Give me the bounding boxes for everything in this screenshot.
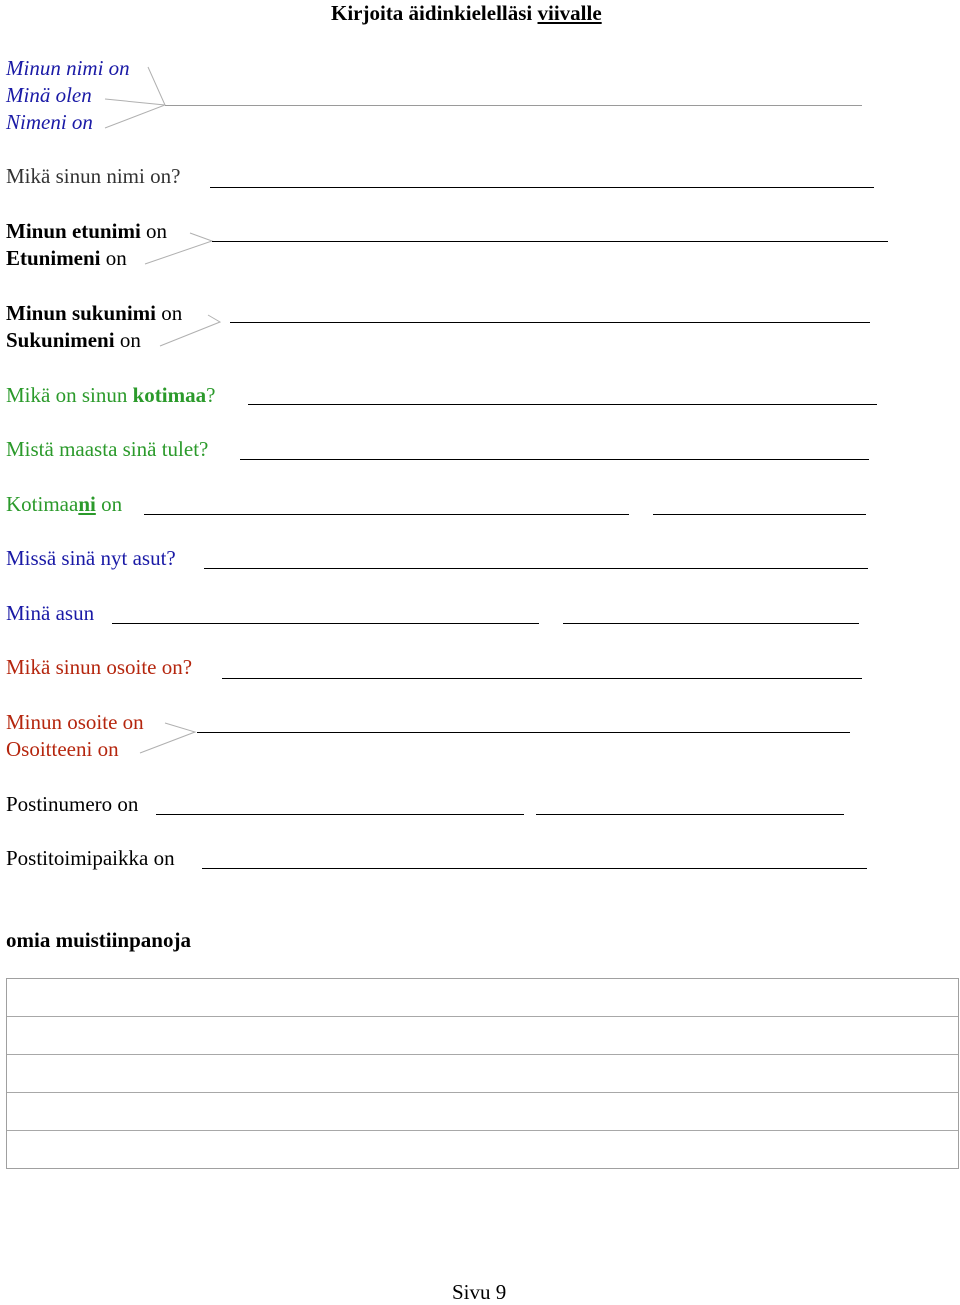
live-answer-line[interactable]	[204, 568, 868, 569]
address-variant-2: Osoitteeni on	[6, 737, 119, 761]
post-office-line[interactable]	[202, 868, 867, 869]
first-name-label-2	[6, 246, 127, 270]
postal-code-line-1[interactable]	[156, 814, 524, 815]
first-name-rest: on	[140, 219, 168, 243]
notes-box[interactable]	[6, 978, 959, 1169]
last-name-answer-line[interactable]	[230, 322, 870, 323]
homeland-answer-post: on	[95, 492, 123, 516]
title-prefix: Kirjoita äidinkielelläsi	[331, 1, 538, 25]
homeland-answer-suffix: ni	[78, 492, 96, 516]
homeland-answer-line-1[interactable]	[144, 514, 629, 515]
first-name-label-1	[6, 219, 167, 243]
notes-row[interactable]	[7, 1093, 958, 1131]
address-bracket	[140, 723, 195, 753]
name-variant-3: Nimeni on	[6, 110, 93, 134]
page-title	[331, 1, 602, 25]
homeland-bold: kotimaa	[132, 383, 207, 407]
homeland-pre: Mikä on sinun	[6, 383, 133, 407]
name-variant-2: Minä olen	[6, 83, 92, 107]
first-name-answer-line[interactable]	[212, 241, 888, 242]
question-homeland	[6, 383, 215, 407]
last-name-rest: on	[156, 301, 183, 325]
notes-row[interactable]	[7, 1017, 958, 1055]
name-variant-1: Minun nimi on	[6, 56, 130, 80]
live-answer-line-2[interactable]	[563, 623, 859, 624]
postal-code-line-2[interactable]	[536, 814, 844, 815]
name-answer-line[interactable]	[165, 105, 862, 106]
last-name-alt-bold: Sukunimeni	[6, 328, 115, 352]
last-name-alt-rest: on	[114, 328, 141, 352]
last-name-label-1	[6, 301, 182, 325]
first-name-alt-rest: on	[100, 246, 127, 270]
title-underlined-word: viivalle	[537, 1, 602, 25]
live-answer-line-1[interactable]	[112, 623, 539, 624]
notes-row[interactable]	[7, 1055, 958, 1093]
page-number: Sivu 9	[452, 1280, 507, 1304]
question-name: Mikä sinun nimi on?	[6, 164, 181, 188]
notes-row[interactable]	[7, 1131, 958, 1169]
question-live: Missä sinä nyt asut?	[6, 546, 176, 570]
live-answer-label: Minä asun	[6, 601, 95, 625]
homeland-answer-line[interactable]	[248, 404, 877, 405]
homeland-answer-label	[6, 492, 122, 516]
first-name-alt-bold: Etunimeni	[6, 246, 101, 270]
last-name-label-2	[6, 328, 141, 352]
homeland-answer-pre: Kotimaa	[6, 492, 79, 516]
notes-heading: omia muistiinpanoja	[6, 928, 191, 952]
address-answer-line[interactable]	[222, 678, 862, 679]
notes-row[interactable]	[7, 979, 958, 1017]
first-name-bold: Minun etunimi	[6, 219, 141, 243]
last-name-bold: Minun sukunimi	[6, 301, 156, 325]
address-variant-1: Minun osoite on	[6, 710, 144, 734]
address-variant-answer-line[interactable]	[197, 732, 850, 733]
postal-code-label: Postinumero on	[6, 792, 139, 816]
question-address: Mikä sinun osoite on?	[6, 655, 193, 679]
homeland-post: ?	[206, 383, 216, 407]
homeland-answer-line-2[interactable]	[653, 514, 866, 515]
question-from: Mistä maasta sinä tulet?	[6, 437, 209, 461]
question-name-answer-line[interactable]	[210, 187, 874, 188]
post-office-label: Postitoimipaikka on	[6, 846, 175, 870]
from-answer-line[interactable]	[240, 459, 869, 460]
